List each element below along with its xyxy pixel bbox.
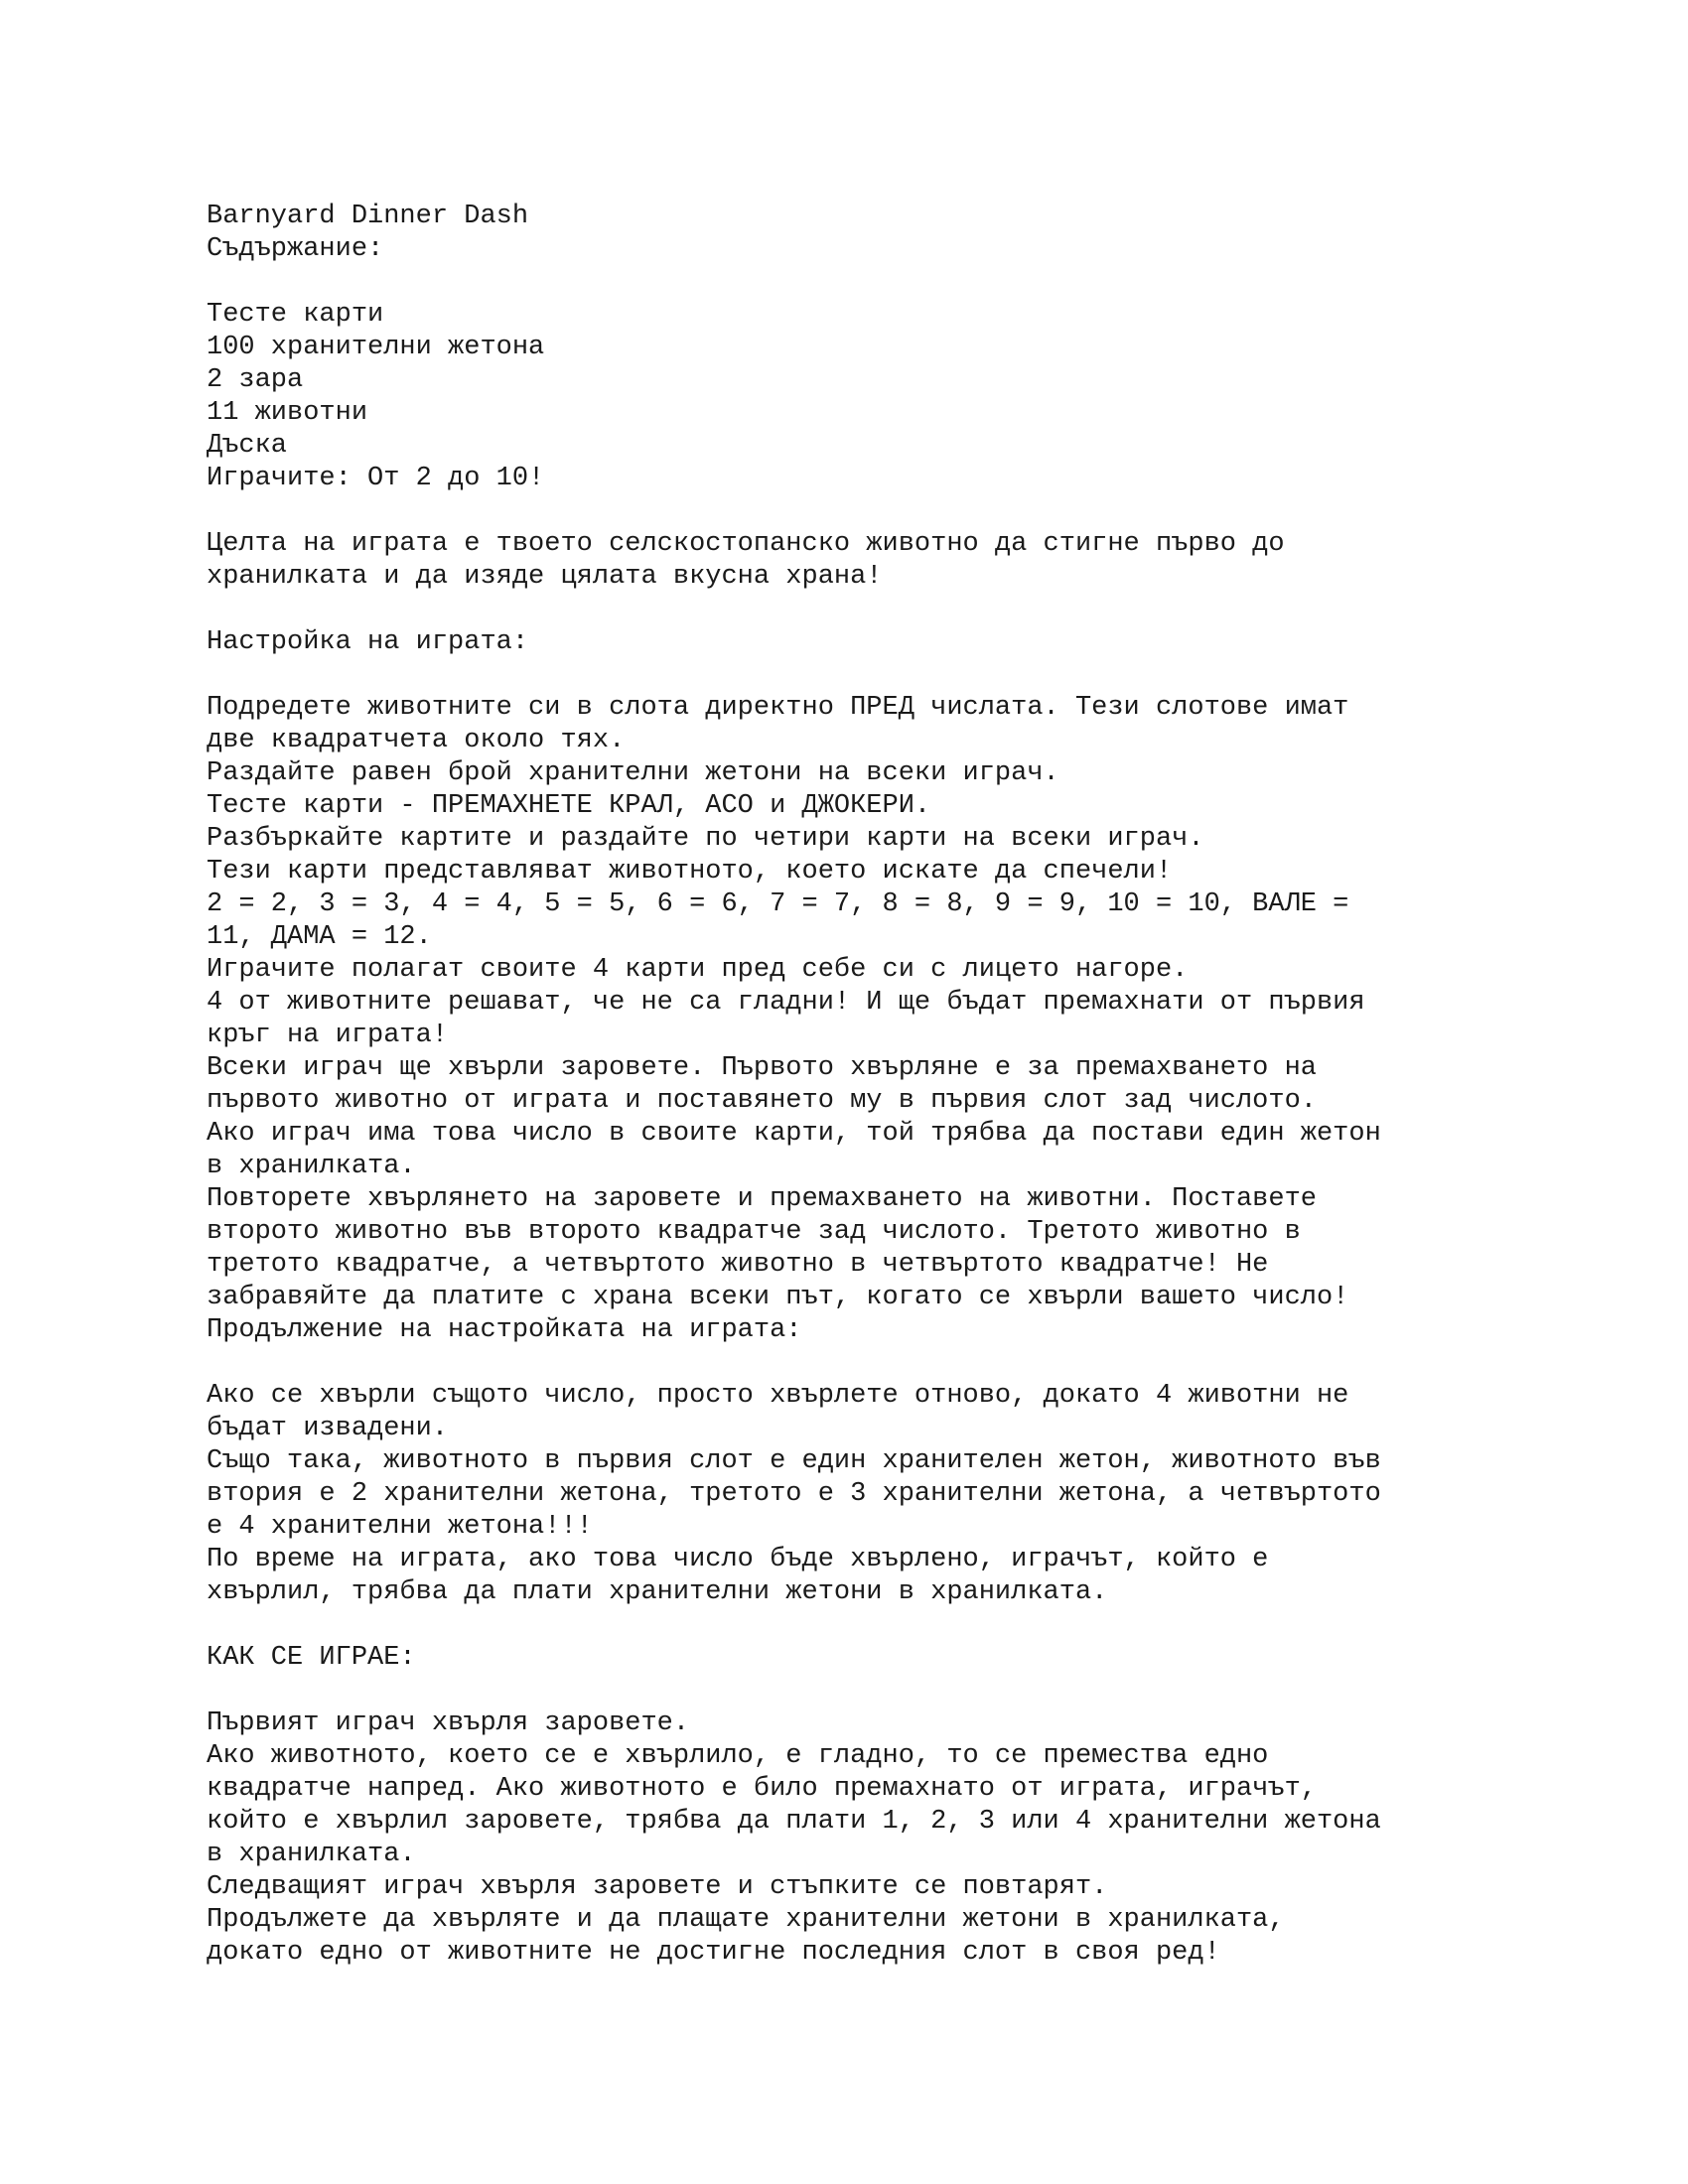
blank-line (207, 659, 1537, 692)
text-line: третото квадратче, а четвъртото животно в четвъртото квадратче! Не (207, 1250, 1269, 1280)
text-line: Barnyard Dinner Dash (207, 202, 529, 231)
text-line: кръг на играта! (207, 1021, 449, 1050)
text-line: Всеки играч ще хвърли заровете. Първото хвърляне е за премахването на (207, 1053, 1317, 1083)
blank-line (207, 495, 1537, 528)
text-line: който е хвърлил заровете, трябва да плати 1, 2, 3 или 4 хранителни жетона (207, 1807, 1381, 1837)
text-line: Също така, животното в първия слот е един хранителен жетон, животното във (207, 1446, 1381, 1476)
text-line: хвърлил, трябва да плати хранителни жетони в хранилката. (207, 1577, 1108, 1607)
text-line: По време на играта, ако това число бъде хвърлено, играчът, който е (207, 1545, 1269, 1574)
text-line: е 4 хранителни жетона!!! (207, 1512, 593, 1542)
blank-line (207, 1347, 1537, 1380)
text-line: втория е 2 хранителни жетона, третото е 3 хранителни жетона, а четвъртото (207, 1479, 1381, 1509)
text-line: 2 зара (207, 365, 304, 395)
text-line: Тесте карти (207, 300, 384, 330)
text-line: Дъска (207, 431, 288, 461)
blank-line (207, 594, 1537, 626)
document-page (207, 201, 1537, 1970)
text-line: 11, ДАМА = 12. (207, 922, 432, 952)
text-line: Раздайте равен брой хранителни жетони на всеки играч. (207, 758, 1059, 788)
text-line: Продължете да хвърляте и да плащате хранителни жетони в хранилката, (207, 1905, 1285, 1935)
text-line: КАК СЕ ИГРАЕ: (207, 1643, 416, 1673)
text-line: Повторете хвърлянето на заровете и премахването на животни. Поставете (207, 1184, 1317, 1214)
text-line: 2 = 2, 3 = 3, 4 = 4, 5 = 5, 6 = 6, 7 = 7, 8 = 8, 9 = 9, 10 = 10, ВАЛЕ = (207, 889, 1349, 919)
text-line: 4 от животните решават, че не са гладни! И ще бъдат премахнати от първия (207, 988, 1365, 1018)
text-line: второто животно във второто квадратче зад числото. Третото животно в (207, 1217, 1301, 1247)
blank-line (207, 1609, 1537, 1642)
text-line: Ако играч има това число в своите карти, той трябва да постави един жетон (207, 1119, 1381, 1149)
text-line: Подредете животните си в слота директно ПРЕД числата. Тези слотове имат (207, 693, 1349, 723)
text-line: 11 животни (207, 398, 368, 428)
text-line: хранилката и да изяде цялата вкусна храна! (207, 562, 883, 592)
blank-line (207, 266, 1537, 299)
text-line: 100 хранителни жетона (207, 333, 545, 362)
blank-line (207, 1675, 1537, 1707)
text-line: Ако се хвърли същото число, просто хвърлете отново, докато 4 животни не (207, 1381, 1349, 1411)
text-line: Целта на играта е твоето селскостопанско животно да стигне първо до (207, 529, 1285, 559)
text-line: Разбъркайте картите и раздайте по четири карти на всеки играч. (207, 824, 1204, 854)
text-line: забравяйте да платите с храна всеки път, когато се хвърли вашето число! (207, 1283, 1349, 1312)
text-line: докато едно от животните не достигне последния слот в своя ред! (207, 1938, 1220, 1968)
text-line: две квадратчета около тях. (207, 726, 626, 755)
text-line: Следващият играч хвърля заровете и стъпките се повтарят. (207, 1872, 1108, 1902)
text-line: квадратче напред. Ако животното е било премахнато от играта, играчът, (207, 1774, 1317, 1804)
text-line: Първият играч хвърля заровете. (207, 1708, 690, 1738)
text-line: в хранилката. (207, 1152, 416, 1181)
text-line: Продължение на настройката на играта: (207, 1315, 802, 1345)
text-line: в хранилката. (207, 1840, 416, 1869)
text-line: Играчите: От 2 до 10! (207, 464, 545, 493)
text-line: Съдържание: (207, 234, 384, 264)
text-line: Настройка на играта: (207, 627, 529, 657)
text-line: Тесте карти - ПРЕМАХНЕТЕ КРАЛ, АСО и ДЖОКЕРИ. (207, 791, 931, 821)
text-line: Играчите полагат своите 4 карти пред себе си с лицето нагоре. (207, 955, 1189, 985)
text-line: първото животно от играта и поставянето му в първия слот зад числото. (207, 1086, 1317, 1116)
text-line: бъдат извадени. (207, 1414, 449, 1443)
text-line: Ако животното, което се е хвърлило, е гладно, то се премества едно (207, 1741, 1269, 1771)
text-line: Тези карти представляват животното, което искате да спечели! (207, 857, 1173, 887)
